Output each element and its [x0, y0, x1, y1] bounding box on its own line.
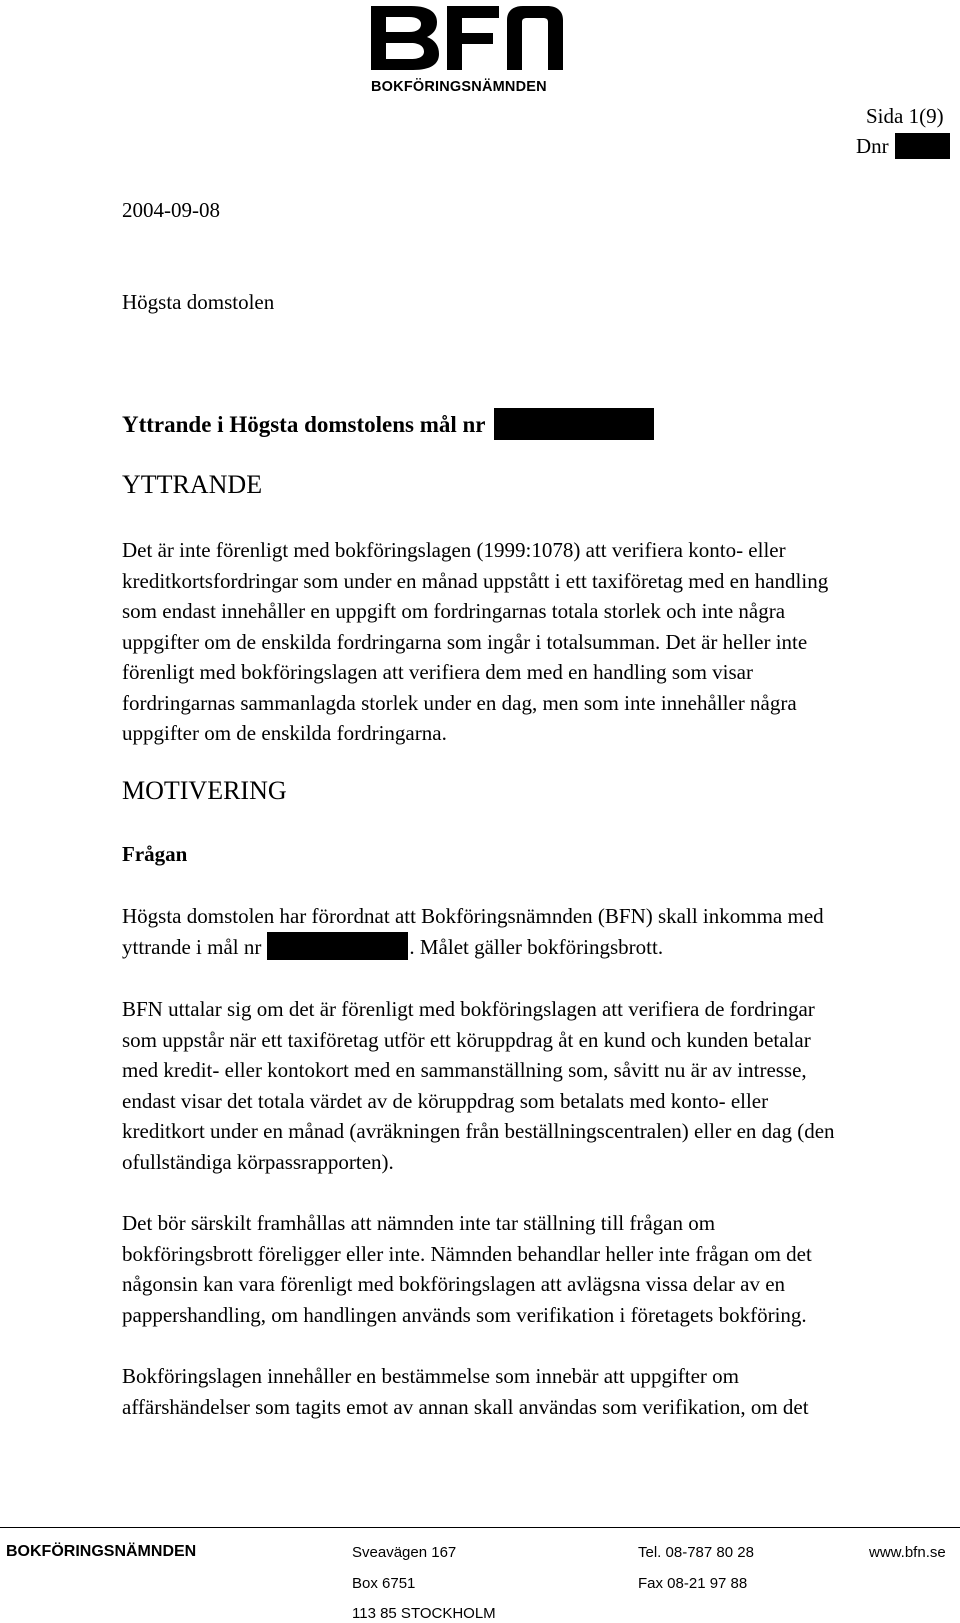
footer-street: Sveavägen 167 — [352, 1544, 457, 1561]
footer-website-link[interactable]: www.bfn.se — [869, 1544, 946, 1561]
paragraph-line: uppgifter om de enskilda fordringarna som ingår i totalsumman. Det är heller inte — [122, 629, 808, 654]
dnr-field — [856, 131, 950, 161]
bfn-paragraph — [122, 994, 960, 1177]
paragraph-line: Det bör särskilt framhållas att nämnden inte tar ställning till frågan om — [122, 1211, 716, 1235]
law-paragraph — [122, 1361, 960, 1422]
bfn-logo — [371, 6, 563, 98]
subheading-fragan: Frågan — [122, 842, 188, 866]
footer-postal: 113 85 STOCKHOLM — [352, 1605, 496, 1622]
note-paragraph — [122, 1208, 960, 1330]
footer-box: Box 6751 — [352, 1575, 416, 1592]
dnr-redaction — [895, 133, 950, 159]
paragraph-line: Högsta domstolen har förordnat att Bokföringsnämnden (BFN) skall inkomma med — [122, 904, 824, 928]
yttrande-paragraph — [122, 535, 960, 749]
paragraph-line: någonsin kan vara förenligt med bokföringslagen att avlägsna vissa delar av en — [122, 1272, 786, 1296]
paragraph-line: som endast innehåller en uppgift om fordringarnas totala storlek och inte några — [122, 599, 786, 623]
paragraph-line: uppgifter om de enskilda fordringarna. — [122, 721, 447, 745]
paragraph-line: fordringarnas sammanlagda storlek under en dag, men som inte innehåller några — [122, 690, 797, 715]
case-number-redaction — [494, 408, 654, 440]
case-number-redaction — [267, 932, 408, 960]
paragraph-line: som uppstår när ett taxiföretag utför ett köruppdrag åt en kund och kunden betalar — [122, 1027, 811, 1052]
section-heading-motivering: MOTIVERING — [122, 776, 287, 805]
paragraph-line: bokföringsbrott föreligger eller inte. Nämnden behandlar heller inte frågan om det — [122, 1241, 812, 1266]
document-date: 2004-09-08 — [122, 198, 220, 222]
document-title — [122, 408, 654, 440]
paragraph-line: endast visar det totala värdet av de köruppdrag som betalats med konto- eller — [122, 1088, 769, 1113]
paragraph-text: . Målet gäller bokföringsbrott. — [409, 934, 664, 959]
page-number: Sida 1(9) — [866, 104, 944, 128]
paragraph-line: ofullständiga körpassrapporten). — [122, 1149, 394, 1174]
recipient: Högsta domstolen — [122, 290, 275, 314]
dnr-label: Dnr — [856, 134, 889, 158]
footer-divider — [0, 1527, 960, 1528]
fragan-paragraph — [122, 901, 960, 962]
paragraph-line: affärshändelser som tagits emot av annan skall användas som verifikation, om det — [122, 1394, 809, 1419]
paragraph-line: Det är inte förenligt med bokföringslagen (1999:1078) att verifiera konto- eller — [122, 538, 786, 562]
paragraph-line: BFN uttalar sig om det är förenligt med bokföringslagen att verifiera de fordringar — [122, 997, 815, 1021]
footer-organization: BOKFÖRINGSNÄMNDEN — [6, 1543, 197, 1560]
paragraph-line: kreditkort under en månad (avräkningen från beställningscentralen) eller en dag (den — [122, 1119, 835, 1143]
paragraph-line: med kredit- eller kontokort med en sammanställning som, såvitt nu är av intresse, — [122, 1058, 807, 1082]
document-title-text: Yttrande i Högsta domstolens mål nr — [122, 412, 486, 437]
paragraph-line: kreditkortsfordringar som under en månad uppstått i ett taxiföretag med en handling — [122, 568, 829, 593]
paragraph-line: Bokföringslagen innehåller en bestämmelse som innebär att uppgifter om — [122, 1364, 739, 1388]
footer-phone: Tel. 08-787 80 28 — [638, 1544, 754, 1561]
paragraph-line: pappershandling, om handlingen används som verifikation i företagets bokföring. — [122, 1302, 807, 1327]
footer-fax: Fax 08-21 97 88 — [638, 1575, 748, 1592]
paragraph-line — [122, 932, 960, 963]
paragraph-line: förenligt med bokföringslagen att verifiera dem med en handling som visar — [122, 660, 753, 684]
paragraph-text: yttrande i mål nr — [122, 934, 262, 959]
bfn-wordmark-icon — [371, 6, 563, 70]
section-heading-yttrande: YTTRANDE — [122, 470, 263, 499]
logo-subtitle: BOKFÖRINGSNÄMNDEN — [371, 79, 547, 95]
